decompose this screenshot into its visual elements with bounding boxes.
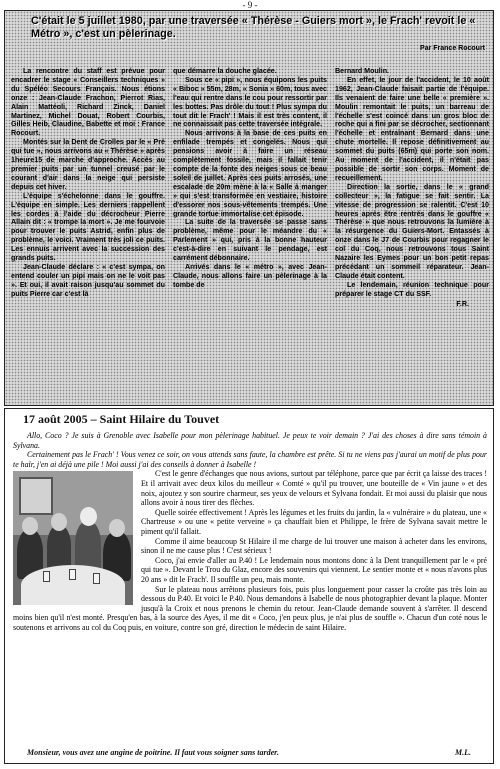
top-article (4, 10, 494, 406)
group-photo-image (13, 471, 133, 605)
paragraph: Comme il aime beaucoup St Hilaire il me charge de lui trouver une maison à acheter dans les environs, sinon il ne me cause plus ! C'est sérieux ! (141, 536, 487, 556)
bottom-article (4, 408, 494, 764)
paragraph: Direction la sortie, dans le « grand collecteur », la fatigue se fait sentir. La vitesse de progression se ralentit. C'est 10 heures après être rentrés dans le gouffre « Thérèse » que nous retrouvons la lumière à la résurgence du Guiers-Mort. Entassés à onze dans le J7 de Courbis pour regagner le col du Coq, nous retrouvons tous Saint Nazaire les Eymes pour un bon petit repas précédant un sommeil réparateur. Jean-Claude était content. (335, 182, 489, 280)
paragraph: Certainement pas le Frach' ! Vous venez ce soir, on vous attends sans faute, la chambre est prête. Si tu ne viens pas j'aurai un motif de plus pour te haïr, j'en ai déjà une pile ! Moi aussi j'ai des conseils à donner à Isabelle ! (13, 450, 487, 469)
article-signature: F.R. (456, 299, 469, 308)
article-body (13, 431, 487, 632)
paragraph: Sur le plateau nous arrêtons plusieurs fois, puis plus longuement pour casser la croûte pas très loin au dessous du P.40. Et voici le P.40. Nous demandons à Isabelle de nous photographier devant la plaque. Monter jusqu'à la Croix et nous prenons le chemin du retour. Jean-Claude demande souvent à s'arrêter. Il descend moins bien qu'il n'est monté. Presqu'en bas, à la source des Ayes, il me dit « Coco, j'en peux plus, je n'ai plus de souffle ». Chacun d'un coté nous le soutenons et arrivons au col du Coq puis, en voiture, contre son gré, direction le médecin de saint Hilaire. (13, 584, 487, 632)
paragraph: Sous ce « pipi », nous équipons les puits « Biboc » 55m, 28m, « Sonia » 60m, tous avec l'eau qui rentre dans le cou pour ressortir par les bottes. Pas drôle du tout ! Plus sympa du tout dit le Frach' ! Mais il est très content, il ne connaissait pas cette traversée intégrale. (173, 75, 327, 129)
article-columns (11, 67, 489, 403)
paragraph: Le lendemain, réunion technique pour préparer le stage CT du SSF. (335, 280, 489, 298)
closing-quote: Monsieur, vous avez une angine de poitrine. Il faut vous soigner sans tarder. (27, 748, 279, 757)
paragraph: L'équipe s'échelonne dans le gouffre. L'équipe en simple. Les derniers rappellent les cordes à l'aide du décrocheur Pierre Allain dit : « trompe la mort ». Je me fourvoie pour trouver le puits Astrid, enfin plus de problème, le voici. Vraiment très joli ce puits. Les ennuis arrivent avec la succession des grands puits. (11, 191, 165, 263)
paragraph: En effet, le jour de l'accident, le 10 août 1962, Jean-Claude faisait partie de l'équipe. Ils venaient de faire une belle « première ». Moulin remontait le puits, un barreau de l'échelle s'est coincé dans un gros bloc de roche qui a fini par se décrocher, sectionnant l'échelle et entraînant Bernard dans une chute mortelle. Il repose définitivement au sommet du puits (65m) qui porte son nom. Au moment de l'accident, il n'était pas possible de sortir son corps. Moment de recueillement. (335, 75, 489, 182)
paragraph: Allo, Coco ? Je suis à Grenoble avec Isabelle pour mon pèlerinage habituel. Je peux te voir demain ? J'ai des choses à dire sans témoin à Sylvana. (13, 431, 487, 450)
paragraph: Montés sur la Dent de Crolles par le « Pré qui tue », nous arrivons au « Thérèse » après 1heure15 de marche d'approche. Accès au premier puits par un tunnel creusé par le courant d'air dans la neige qui persiste depuis cet hiver. (11, 138, 165, 191)
paragraph: C'est le genre d'échanges que nous avions, surtout par téléphone, parce que par écrit ça laisse des traces ! Et il arrivait avec deux kilos du meilleur « Comté » qu'il pu trouver, une bouteille de « Vin jaune » et des noix, ajoutez y son sourire charmeur, ses yeux de velours et Sylvana fondait. Et moi aussi du plaisir que nous allons avoir à nous tirer des flèches. (141, 469, 487, 508)
article-column-2 (173, 67, 327, 403)
article-byline: Par France Rocourt (420, 45, 485, 52)
paragraph: Bernard Moulin. (335, 67, 389, 75)
article-headline: C'était le 5 juillet 1980, par une traversée « Thérèse - Guiers mort », le Frach' revoit le « Métro », c'est un pèlerinage. (31, 15, 476, 40)
paragraph: La suite de la traversée se passe sans problème, même pour le méandre du « Parlement » qui, pris à la bonne hauteur c'est-à-dire en suivant le pendage, est carrément débonnaire. (173, 218, 327, 263)
paragraph: Arrivés dans le « métro », avec Jean-Claude, nous allons faire un pèlerinage à la tombe de (173, 262, 327, 289)
page-number: - 9 - (242, 0, 258, 10)
paragraph: La rencontre du staff est prévue pour encadrer le stage « Conseillers techniques » du Spéléo Secours Français. Nous étions onze : Jean-Claude Frachon, Pierrot Rias, Alain Mattéoli, Richard Zinck, Daniel Martinez, Michel Douat, Robert Courbis, Gilles Heib, Claudine, Babette et moi : France Rocourt. (11, 67, 165, 138)
paragraph: Quelle soirée effectivement ! Après les légumes et les fruits du jardin, la « vulnéraire » du plateau, une « Chartreuse » ou une « petite verveine » ça chauffait bien et Philippe, le frère de Sylvana savait mettre le piment qu'il fallait. (141, 507, 487, 536)
paragraph: Coco, j'ai envie d'aller au P.40 ! Le lendemain nous montons donc à la Dent tranquillement par le « pré qui tue ». Devant le Trou du Glaz, encore des souvenirs qui viennent. Le sentier monte et « nous n'avons plus 20 ans » dit le Frach'. Il souffle un peu, mais monte. (141, 555, 487, 584)
paragraph: Nous arrivons à la base de ces puits en enfilade trempés et congelés. Nous qui pensions avoir à faire un réseau complètement fossile, mais il fallait tenir compte de la fonte des neiges sous ce beau soleil de juillet. Après ces puits arrosés, une escalade de 20m mène à la « Salle à manger » qui s'est transformée en vestiaire, histoire d'essorer nos sous-vêtements trempés. Une grande tortue immortalise cet épisode. (173, 129, 327, 218)
paragraph: que démarre la douche glacée. (173, 67, 277, 75)
paragraph: Jean-Claude déclare : « c'est sympa, on entend couler un pipi mais on ne le voit pas ». Et oui, il avait raison jusqu'au sommet du puits Pierre car c'est là (11, 262, 165, 298)
article-column-1 (11, 67, 165, 403)
author-initials: M.L. (455, 748, 471, 757)
article-column-3 (335, 67, 489, 403)
article-title: 17 août 2005 – Saint Hilaire du Touvet (23, 412, 220, 426)
